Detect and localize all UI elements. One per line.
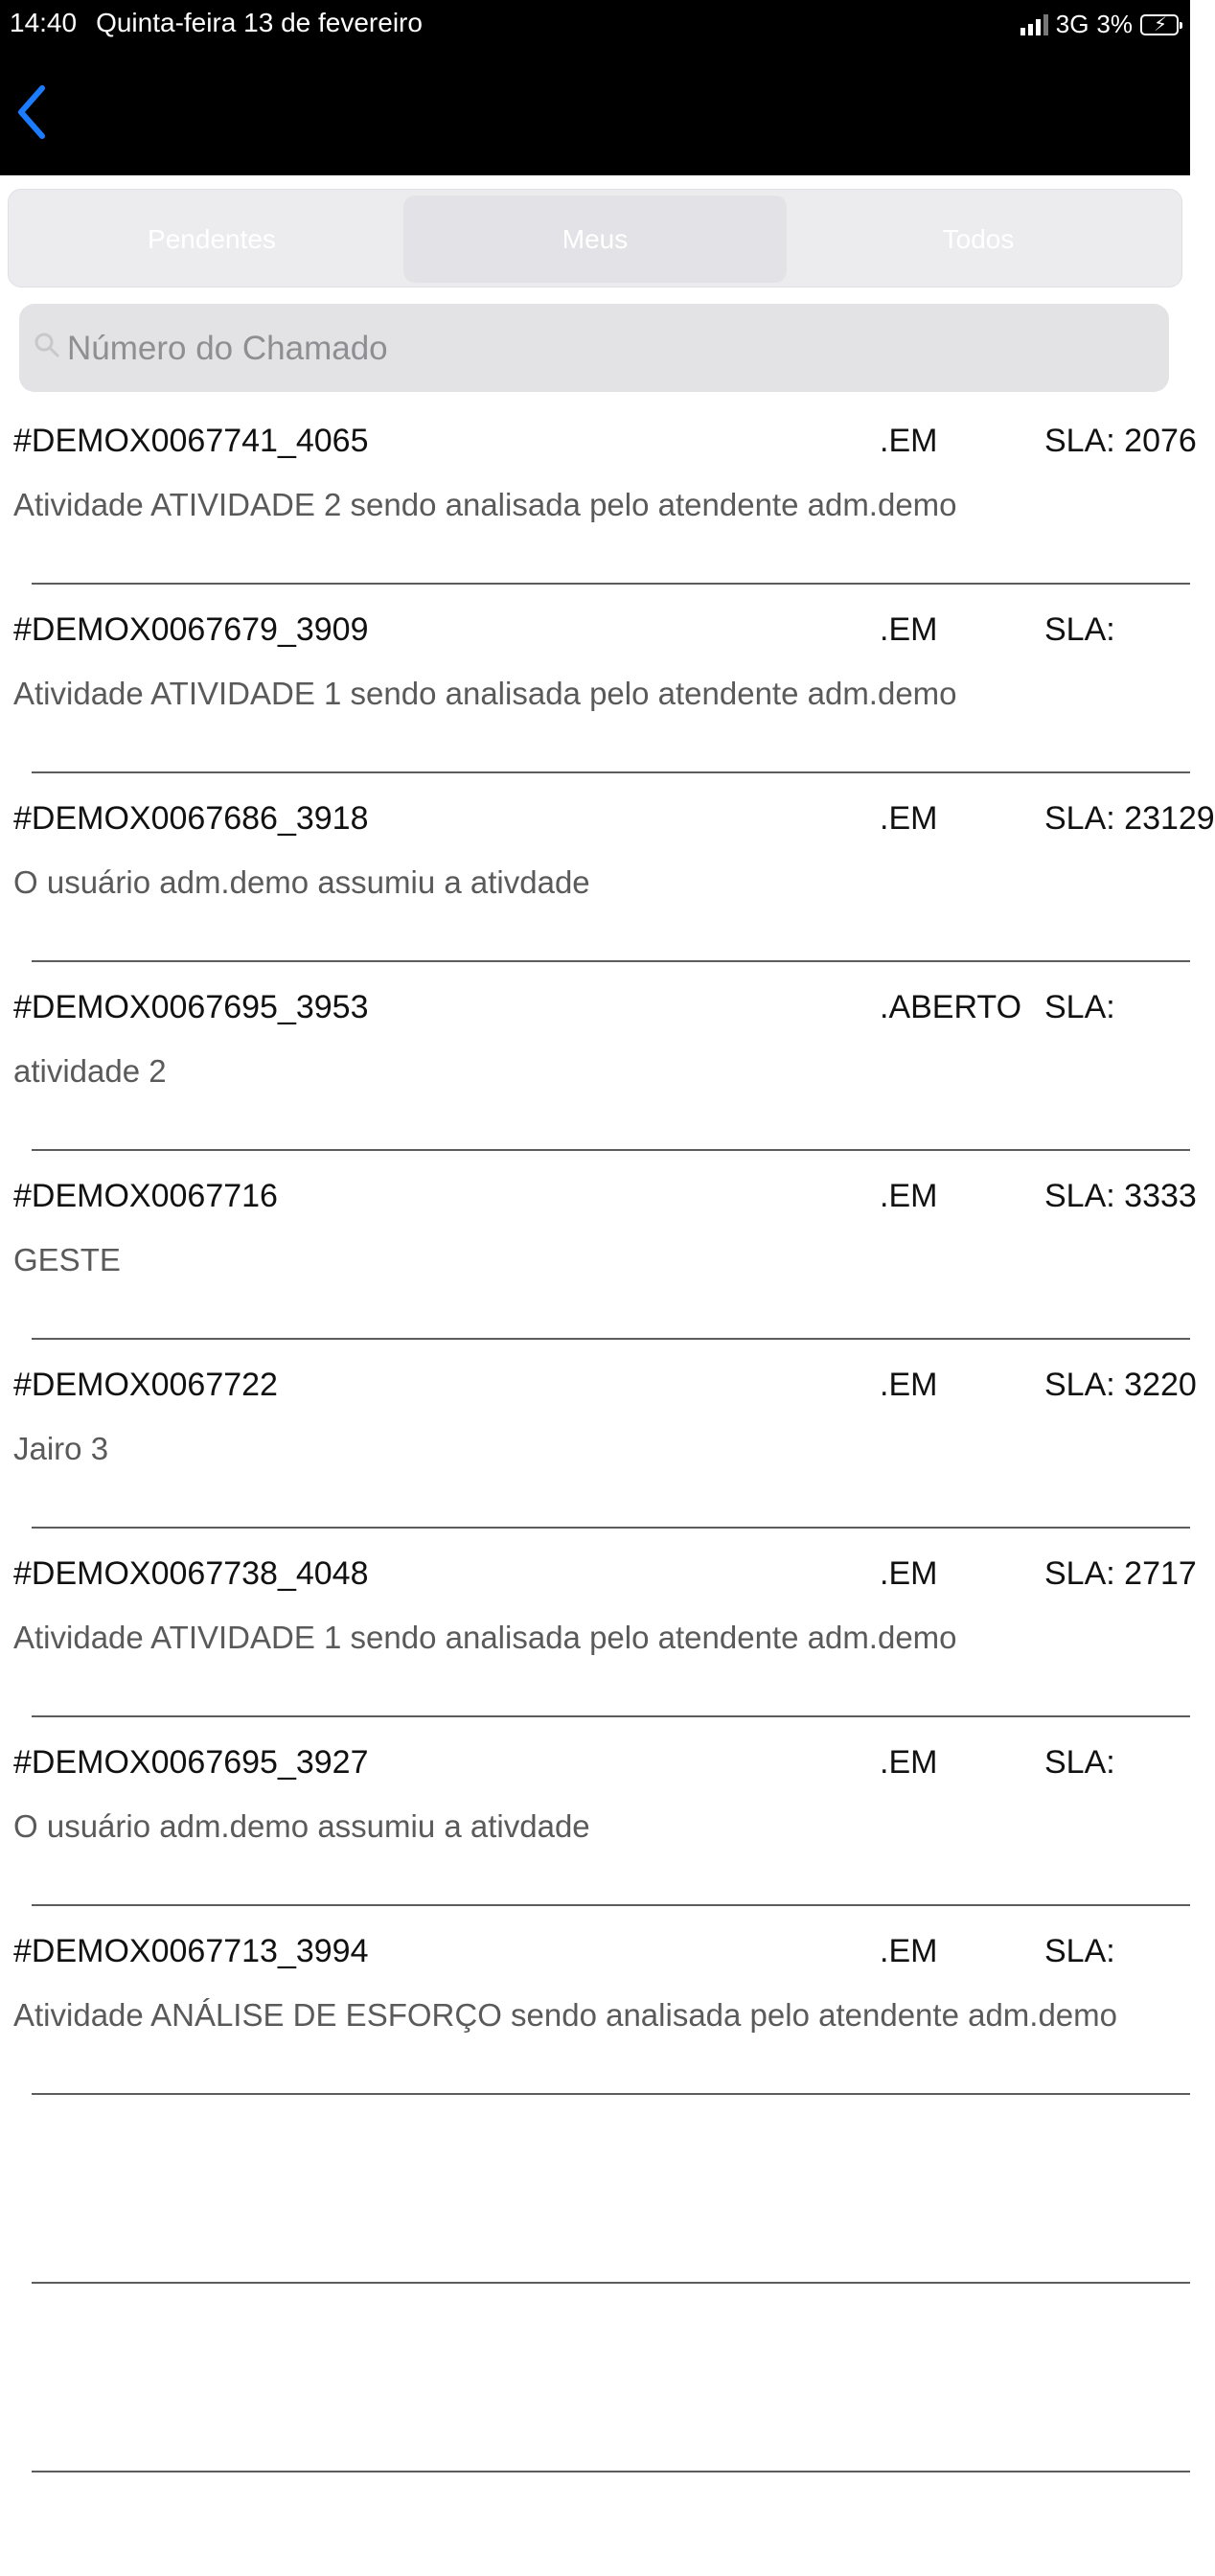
row-divider	[32, 2471, 1190, 2472]
ticket-code: #DEMOX0067713_3994	[13, 1933, 369, 1969]
ticket-sla: SLA: 2076	[1044, 423, 1197, 459]
battery-percent: 3%	[1096, 10, 1133, 38]
ticket-code: #DEMOX0067741_4065	[13, 423, 369, 459]
list-item[interactable]	[0, 1151, 1197, 1340]
back-button[interactable]	[13, 79, 52, 146]
network-type: 3G	[1055, 10, 1089, 38]
ticket-code: #DEMOX0067738_4048	[13, 1555, 369, 1592]
tab-pendentes[interactable]: Pendentes	[148, 223, 276, 254]
ticket-code: #DEMOX0067722	[13, 1367, 278, 1403]
ticket-code: #DEMOX0067686_3918	[13, 800, 369, 837]
ticket-status: .EM	[880, 1367, 938, 1403]
ticket-sla: SLA: 3333	[1044, 1178, 1197, 1214]
search-bar	[19, 304, 1169, 392]
status-bar-right	[1020, 10, 1179, 39]
ticket-code: #DEMOX0067695_3927	[13, 1744, 369, 1781]
list-item[interactable]	[0, 1717, 1190, 1906]
ticket-status: .EM	[880, 1555, 938, 1592]
status-date: Quinta-feira 13 de fevereiro	[96, 8, 423, 37]
ticket-description: Atividade ANÁLISE DE ESFORÇO sendo analisada pelo atendente adm.demo	[13, 1997, 1118, 2033]
list-item[interactable]	[0, 1906, 1190, 2095]
ticket-description: O usuário adm.demo assumiu a ativdade	[13, 1808, 590, 1844]
signal-icon	[1020, 14, 1048, 35]
ticket-sla: SLA:	[1044, 611, 1115, 648]
navigation-bar	[0, 0, 1190, 175]
ticket-status: .EM	[880, 1744, 938, 1781]
ticket-status: .EM	[880, 611, 938, 648]
ticket-status: .EM	[880, 423, 938, 459]
ticket-description: Jairo 3	[13, 1431, 109, 1466]
empty-list-row	[0, 2095, 1190, 2284]
ticket-description: Atividade ATIVIDADE 1 sendo analisada pelo atendente adm.demo	[13, 676, 957, 711]
segmented-control	[8, 189, 1182, 288]
ticket-status: .EM	[880, 1178, 938, 1214]
ticket-description: GESTE	[13, 1242, 121, 1277]
ticket-description: Atividade ATIVIDADE 1 sendo analisada pelo atendente adm.demo	[13, 1620, 957, 1655]
ticket-code: #DEMOX0067679_3909	[13, 611, 369, 648]
chevron-left-icon	[13, 79, 52, 146]
list-item[interactable]	[0, 962, 1190, 1151]
battery-charging-icon: ⚡	[1140, 14, 1179, 35]
ticket-code: #DEMOX0067716	[13, 1178, 278, 1214]
ticket-sla: SLA:	[1044, 989, 1115, 1025]
list-item[interactable]	[0, 1529, 1197, 1717]
status-bar-left	[10, 8, 423, 38]
search-input[interactable]	[65, 304, 1152, 394]
list-item[interactable]	[0, 585, 1190, 773]
ticket-description: O usuário adm.demo assumiu a ativdade	[13, 864, 590, 900]
ticket-description: Atividade ATIVIDADE 2 sendo analisada pelo atendente adm.demo	[13, 487, 957, 522]
ticket-list	[0, 396, 1215, 2472]
ticket-description: atividade 2	[13, 1053, 167, 1089]
ticket-sla: SLA: 23129	[1044, 800, 1215, 837]
ticket-code: #DEMOX0067695_3953	[13, 989, 369, 1025]
ticket-sla: SLA: 2717	[1044, 1555, 1197, 1592]
tab-meus[interactable]: Meus	[403, 196, 787, 283]
empty-list-row	[0, 2284, 1190, 2472]
list-item[interactable]	[0, 1340, 1197, 1529]
search-icon	[33, 331, 61, 359]
list-item[interactable]	[0, 773, 1215, 962]
list-item[interactable]	[0, 396, 1197, 585]
ticket-status: .ABERTO	[880, 989, 1022, 1025]
ticket-sla: SLA:	[1044, 1744, 1115, 1781]
ticket-status: .EM	[880, 1933, 938, 1969]
ticket-status: .EM	[880, 800, 938, 837]
ticket-sla: SLA: 3220	[1044, 1367, 1197, 1403]
ticket-sla: SLA:	[1044, 1933, 1115, 1969]
tab-todos[interactable]: Todos	[942, 223, 1015, 254]
status-time: 14:40	[10, 8, 78, 37]
